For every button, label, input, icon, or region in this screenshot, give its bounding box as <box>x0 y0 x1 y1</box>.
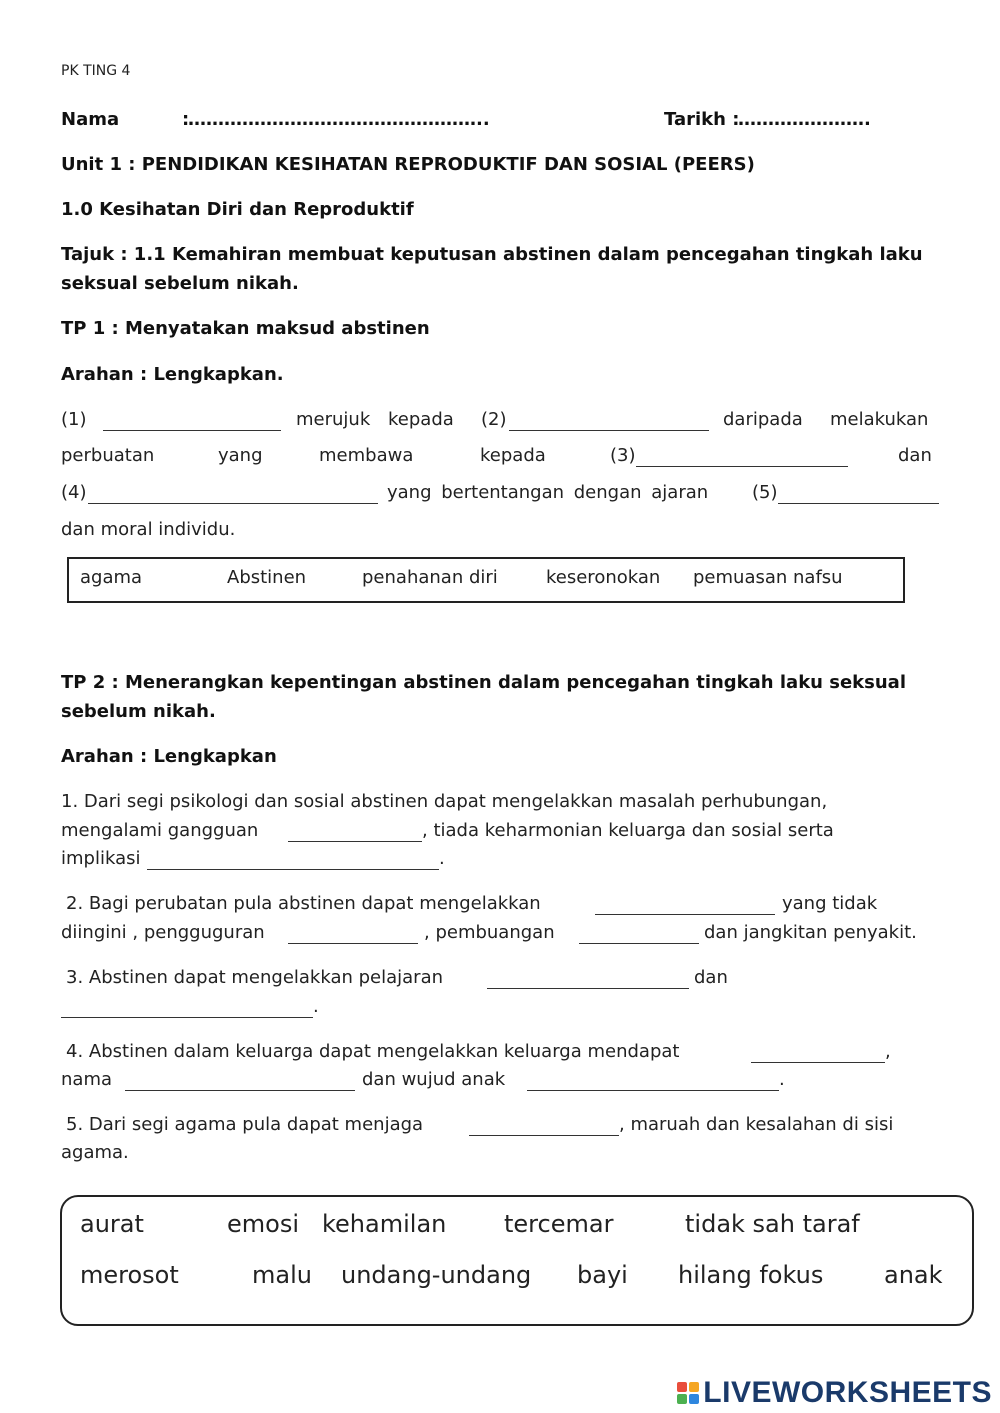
tp1-num-2: (2) <box>481 409 507 430</box>
section-title: 1.0 Kesihatan Diri dan Reproduktif <box>61 199 414 220</box>
word-bank-item[interactable]: agama <box>80 567 143 588</box>
word-bank-item[interactable]: bayi <box>577 1261 628 1289</box>
q4-blank-1[interactable] <box>751 1046 885 1063</box>
nama-colon: : <box>182 109 190 130</box>
q4-text: , <box>885 1041 891 1062</box>
q4-text: 4. Abstinen dalam keluarga dapat mengelakkan keluarga mendapat <box>66 1041 680 1062</box>
word-bank-item[interactable]: undang-undang <box>341 1261 532 1289</box>
tp1-text: perbuatan <box>61 445 155 466</box>
brand-text: LIVEWORKSHEETS <box>703 1376 992 1409</box>
liveworksheets-logo <box>677 1376 992 1410</box>
word-bank-item[interactable]: kehamilan <box>322 1210 447 1238</box>
blank-3[interactable] <box>636 450 848 467</box>
q1-text: . <box>439 848 445 869</box>
q1-blank-2[interactable] <box>147 853 439 870</box>
logo-grid-icon <box>677 1382 699 1404</box>
word-bank-item[interactable]: merosot <box>80 1261 179 1289</box>
tarikh-blank[interactable]: …………………. <box>738 109 871 130</box>
blank-5[interactable] <box>778 487 939 504</box>
tp1-text: dan <box>898 445 932 466</box>
q5-blank-1[interactable] <box>469 1119 619 1136</box>
tp1-text: dan moral individu. <box>61 519 236 540</box>
tp2-heading-line1: TP 2 : Menerangkan kepentingan abstinen dalam pencegahan tingkah laku seksual <box>61 672 906 693</box>
tajuk-line1: Tajuk : 1.1 Kemahiran membuat keputusan abstinen dalam pencegahan tingkah laku <box>61 244 923 265</box>
word-bank-item[interactable]: emosi <box>227 1210 299 1238</box>
q4-blank-3[interactable] <box>527 1074 779 1091</box>
header-code: PK TING 4 <box>61 63 131 79</box>
tp1-text: merujuk <box>296 409 371 430</box>
tp1-num-5: (5) <box>752 482 778 503</box>
q1-text: implikasi <box>61 848 141 869</box>
q2-text: , pembuangan <box>424 922 555 943</box>
q2-text: dan jangkitan penyakit. <box>704 922 917 943</box>
q1-blank-1[interactable] <box>288 825 422 842</box>
q2-blank-2[interactable] <box>288 927 418 944</box>
word-bank-item[interactable]: tidak sah taraf <box>685 1210 860 1238</box>
tp1-instruction: Arahan : Lengkapkan. <box>61 364 284 385</box>
tarikh-label: Tarikh : <box>664 109 740 130</box>
nama-label: Nama <box>61 109 120 130</box>
q2-text: diingini , pengguguran <box>61 922 265 943</box>
tp1-num-3: (3) <box>610 445 636 466</box>
tp1-text: membawa <box>319 445 414 466</box>
blank-4[interactable] <box>88 487 378 504</box>
q4-text: . <box>779 1069 785 1090</box>
tajuk-line2: seksual sebelum nikah. <box>61 273 299 294</box>
tp1-text: kepada <box>388 409 454 430</box>
tp1-text: kepada <box>480 445 546 466</box>
word-bank-item[interactable]: aurat <box>80 1210 144 1238</box>
tp1-num-4: (4) <box>61 482 87 503</box>
q4-text: nama <box>61 1069 113 1090</box>
tp2-heading-line2: sebelum nikah. <box>61 701 216 722</box>
nama-blank[interactable]: ………………………………………….. <box>188 109 490 130</box>
q1-text: mengalami gangguan <box>61 820 259 841</box>
unit-title: Unit 1 : PENDIDIKAN KESIHATAN REPRODUKTIF DAN SOSIAL (PEERS) <box>61 154 755 175</box>
blank-2[interactable] <box>509 414 709 431</box>
q2-text: yang tidak <box>782 893 878 914</box>
q2-text: 2. Bagi perubatan pula abstinen dapat mengelakkan <box>66 893 541 914</box>
q3-blank-2[interactable] <box>61 1001 313 1018</box>
logo-tile <box>689 1382 699 1392</box>
q3-text: dan <box>694 967 728 988</box>
word-bank-item[interactable]: hilang fokus <box>678 1261 824 1289</box>
q4-text: dan wujud anak <box>362 1069 506 1090</box>
q4-blank-2[interactable] <box>125 1074 355 1091</box>
tp1-text: yang bertentangan dengan ajaran <box>387 482 709 503</box>
q3-text: 3. Abstinen dapat mengelakkan pelajaran <box>66 967 444 988</box>
logo-tile <box>677 1394 687 1404</box>
q1-line1: 1. Dari segi psikologi dan sosial abstinen dapat mengelakkan masalah perhubungan, <box>61 791 828 812</box>
word-bank-item[interactable]: Abstinen <box>227 567 307 588</box>
tp2-instruction: Arahan : Lengkapkan <box>61 746 277 767</box>
tp1-num-1: (1) <box>61 409 87 430</box>
word-bank-item[interactable]: keseronokan <box>546 567 661 588</box>
word-bank-item[interactable]: penahanan diri <box>362 567 498 588</box>
q2-blank-1[interactable] <box>595 898 775 915</box>
q2-blank-3[interactable] <box>579 927 699 944</box>
tp1-heading: TP 1 : Menyatakan maksud abstinen <box>61 318 430 339</box>
q5-text: , maruah dan kesalahan di sisi <box>619 1114 894 1135</box>
q5-text: 5. Dari segi agama pula dapat menjaga <box>66 1114 424 1135</box>
q3-text: . <box>313 996 319 1017</box>
logo-tile <box>689 1394 699 1404</box>
q5-text: agama. <box>61 1142 129 1163</box>
q1-text: , tiada keharmonian keluarga dan sosial serta <box>422 820 834 841</box>
logo-tile <box>677 1382 687 1392</box>
blank-1[interactable] <box>103 414 281 431</box>
q3-blank-1[interactable] <box>487 972 689 989</box>
tp1-text: yang <box>218 445 263 466</box>
word-bank-item[interactable]: anak <box>884 1261 943 1289</box>
word-bank-item[interactable]: malu <box>252 1261 312 1289</box>
word-bank-item[interactable]: tercemar <box>504 1210 614 1238</box>
tp1-text: melakukan <box>830 409 929 430</box>
word-bank-item[interactable]: pemuasan nafsu <box>693 567 843 588</box>
tp1-text: daripada <box>723 409 803 430</box>
